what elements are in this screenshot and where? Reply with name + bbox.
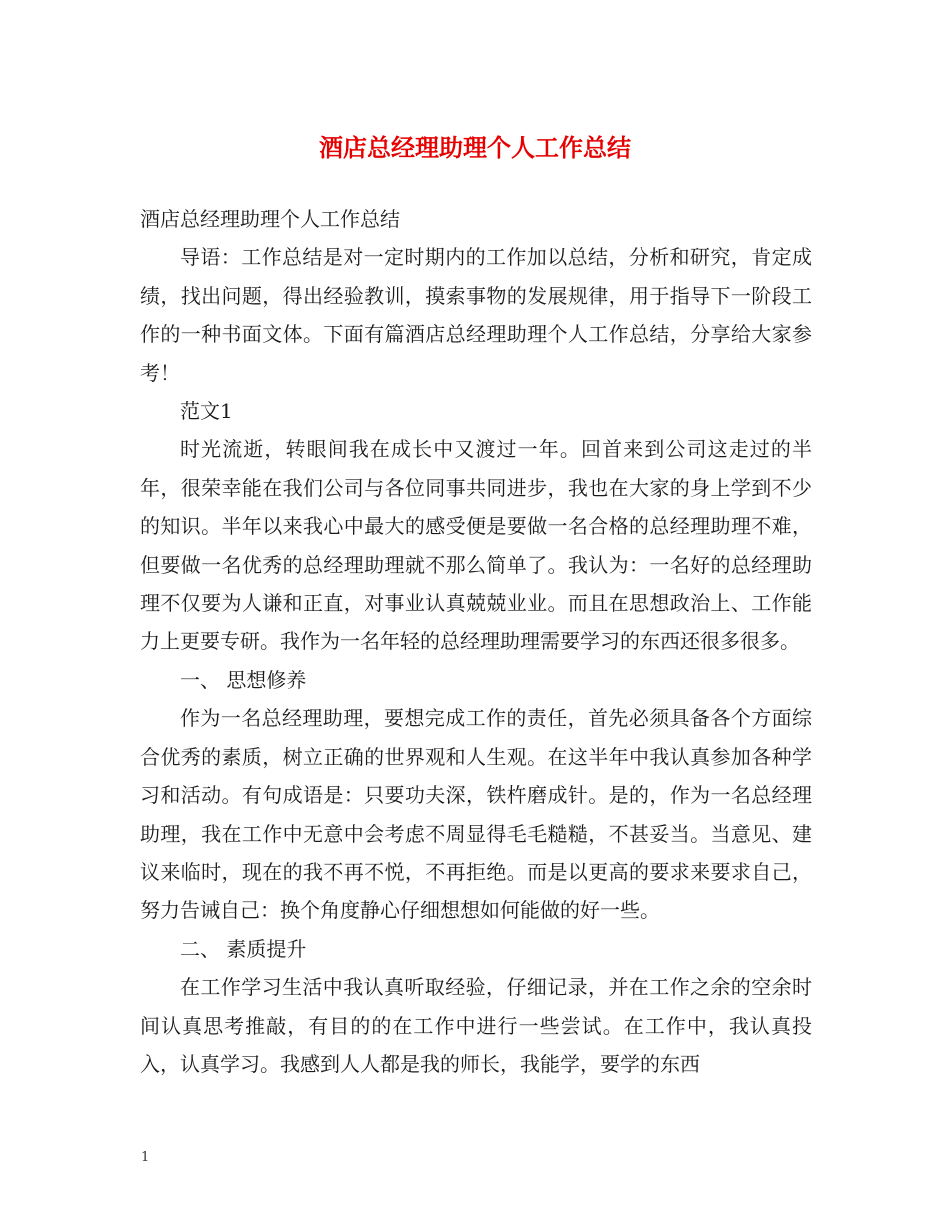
paragraph-intro: 导语：工作总结是对一定时期内的工作加以总结，分析和研究，肯定成绩，找出问题，得出经验教训，摸索事物的发展规律，用于指导下一阶段工作的一种书面文体。下面有篇酒店总经理助理个人工作总结，分享给大家参考！ [140, 245, 812, 385]
paragraph-body-2: 作为一名总经理助理，要想完成工作的责任，首先必须具备各个方面综合优秀的素质，树立正确的世界观和人生观。在这半年中我认真参加各种学习和活动。有句成语是：只要功夫深，铁杵磨成针。是的，作为一名总经理助理，我在工作中无意中会考虑不周显得毛毛糙糙，不甚妥当。当意见、建议来临时，现在的我不再不悦，不再拒绝。而是以更高的要求来要求自己，努力告诫自己：换个角度静心仔细想想如何能做的好一些。 [140, 706, 812, 923]
paragraph-body-1: 时光流逝，转眼间我在成长中又渡过一年。回首来到公司这走过的半年，很荣幸能在我们公司与各位同事共同进步，我也在大家的身上学到不少的知识。半年以来我心中最大的感受便是要做一名合格的总经理助理不难，但要做一名优秀的总经理助理就不那么简单了。我认为：一名好的总经理助理不仅要为人谦和正直，对事业认真兢兢业业。而且在思想政治上、工作能力上更要专研。我作为一名年轻的总经理助理需要学习的东西还很多很多。 [140, 437, 812, 654]
document-title: 酒店总经理助理个人工作总结 [319, 133, 631, 162]
section-heading-2: 二、 素质提升 [180, 936, 307, 961]
paragraph-sample-label: 范文1 [180, 399, 233, 424]
paragraph-body-3: 在工作学习生活中我认真听取经验，仔细记录，并在工作之余的空余时间认真思考推敲，有目的的在工作中进行一些尝试。在工作中，我认真投入，认真学习。我感到人人都是我的师长，我能学，要学的东西 [140, 975, 812, 1076]
page-number: 1 [141, 1150, 150, 1165]
section-heading-1: 一、 思想修养 [180, 667, 307, 692]
paragraph-heading: 酒店总经理助理个人工作总结 [140, 207, 400, 231]
document-body [140, 200, 812, 1083]
